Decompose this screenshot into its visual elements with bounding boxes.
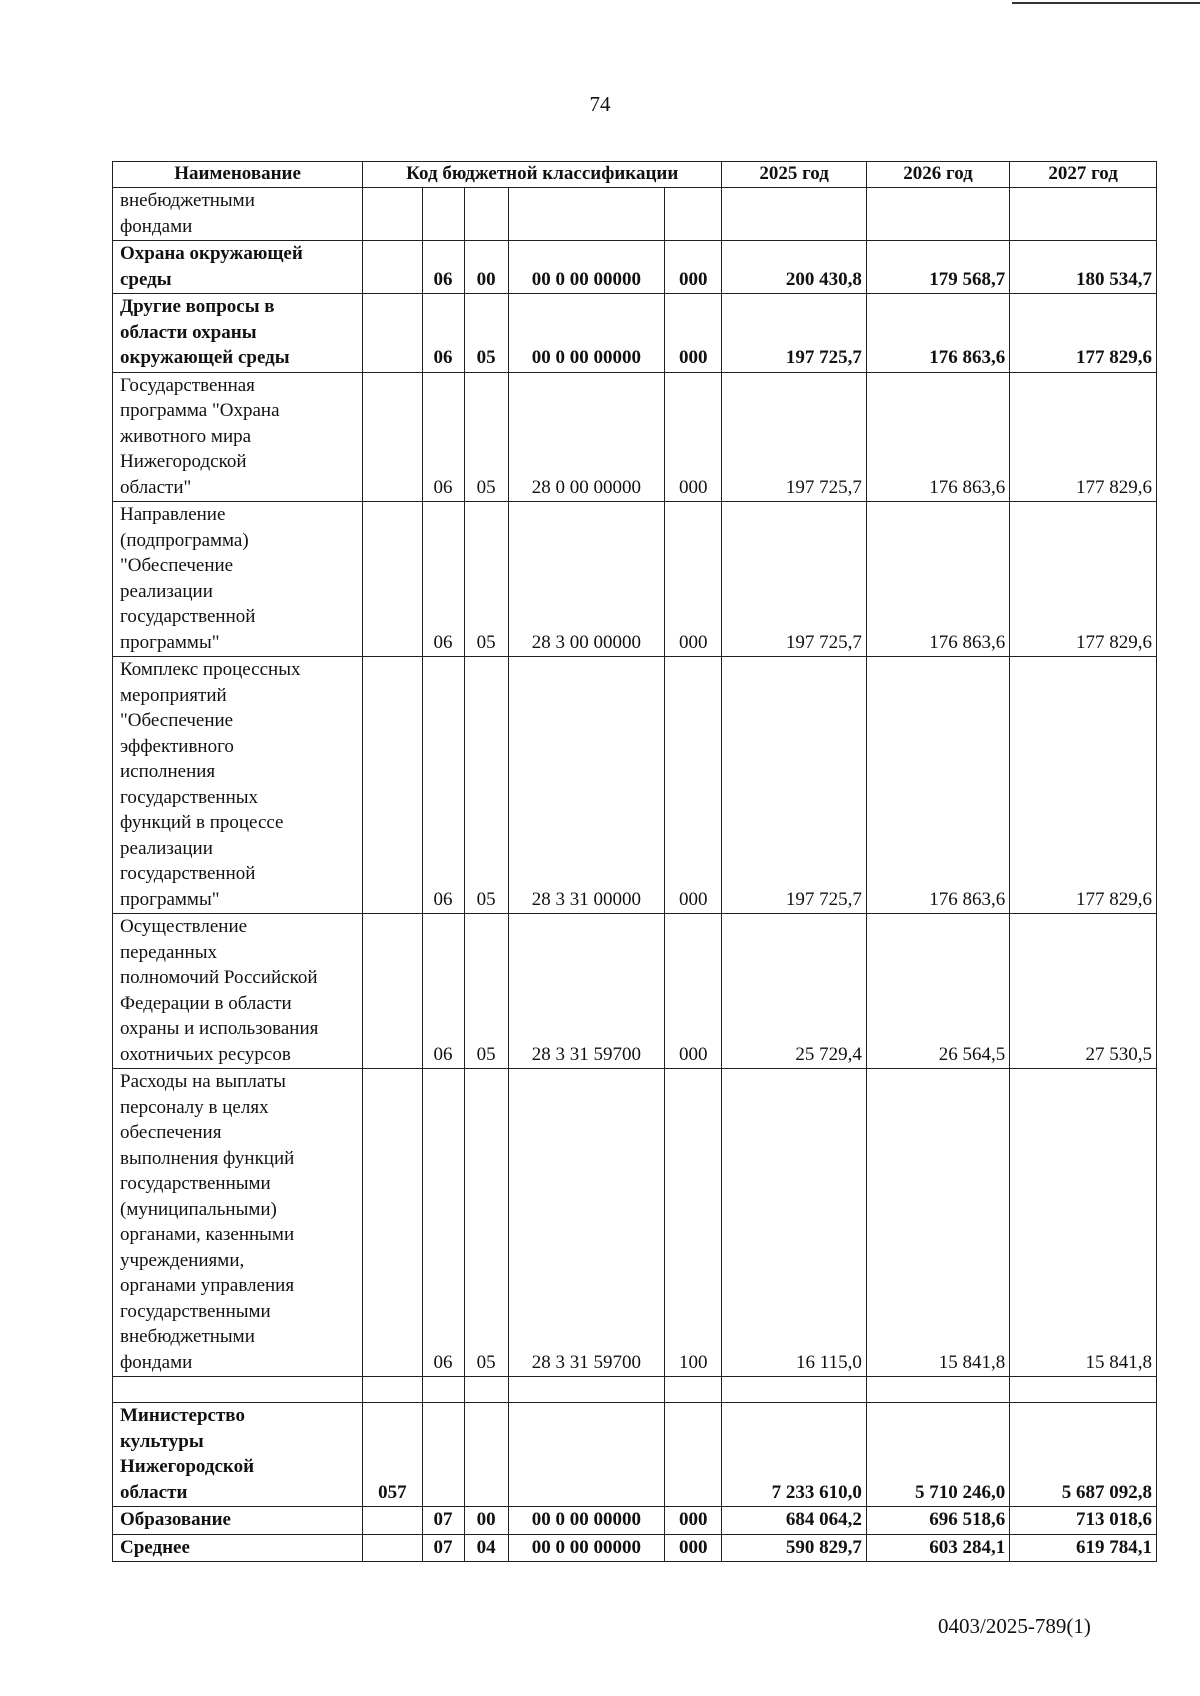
cell-expense-code: 000 [665, 502, 722, 657]
cell-name: Среднее [113, 1534, 363, 1562]
cell-subsection-code [464, 188, 508, 241]
cell-name: Охрана окружающей среды [113, 241, 363, 294]
cell-expense-code [665, 188, 722, 241]
cell-name: Осуществление переданных полномочий Российской Федерации в области охраны и использования охотничьих ресурсов [113, 914, 363, 1069]
table-row [113, 241, 1157, 294]
table-row [113, 1403, 1157, 1507]
table-row [113, 188, 1157, 241]
cell-2025: 200 430,8 [722, 241, 867, 294]
cell-2026: 176 863,6 [866, 502, 1009, 657]
cell-ministry-code [363, 1534, 422, 1562]
cell-subsection-code: 00 [464, 1507, 508, 1535]
header-code: Код бюджетной классификации [363, 162, 722, 188]
cell-2027 [1010, 188, 1157, 241]
cell-subsection-code: 05 [464, 294, 508, 373]
table-row [113, 914, 1157, 1069]
cell-target-code: 28 3 31 00000 [508, 657, 664, 914]
page-number: 74 [589, 92, 611, 116]
cell-2025: 197 725,7 [722, 372, 867, 502]
cell-2025: 7 233 610,0 [722, 1403, 867, 1507]
header-2027: 2027 год [1010, 162, 1157, 188]
cell-expense-code: 100 [665, 1069, 722, 1377]
cell-2026: 603 284,1 [866, 1534, 1009, 1562]
cell-subsection-code: 05 [464, 914, 508, 1069]
table-header-row [113, 162, 1157, 188]
cell-2027: 619 784,1 [1010, 1534, 1157, 1562]
cell-section-code: 06 [422, 372, 464, 502]
cell-subsection-code: 04 [464, 1534, 508, 1562]
cell-target-code [508, 188, 664, 241]
cell-ministry-code [363, 372, 422, 502]
cell-2026: 26 564,5 [866, 914, 1009, 1069]
cell-expense-code: 000 [665, 372, 722, 502]
cell-2026: 176 863,6 [866, 657, 1009, 914]
cell-section-code: 07 [422, 1534, 464, 1562]
cell-2027 [1010, 1377, 1157, 1403]
cell-ministry-code [363, 914, 422, 1069]
cell-name: Министерство культуры Нижегородской области [113, 1403, 363, 1507]
cell-ministry-code [363, 1507, 422, 1535]
cell-section-code: 06 [422, 241, 464, 294]
table-row [113, 294, 1157, 373]
cell-ministry-code [363, 502, 422, 657]
header-2025: 2025 год [722, 162, 867, 188]
cell-2027: 180 534,7 [1010, 241, 1157, 294]
cell-name: Государственная программа "Охрана животного мира Нижегородской области" [113, 372, 363, 502]
table-body [113, 188, 1157, 1562]
cell-target-code [508, 1377, 664, 1403]
table-row [113, 372, 1157, 502]
cell-2027: 5 687 092,8 [1010, 1403, 1157, 1507]
cell-subsection-code: 05 [464, 502, 508, 657]
top-right-rule [1012, 2, 1200, 4]
cell-subsection-code: 00 [464, 241, 508, 294]
cell-ministry-code [363, 188, 422, 241]
cell-2027: 15 841,8 [1010, 1069, 1157, 1377]
cell-section-code [422, 188, 464, 241]
cell-2025: 16 115,0 [722, 1069, 867, 1377]
cell-target-code: 28 3 00 00000 [508, 502, 664, 657]
cell-2026 [866, 188, 1009, 241]
cell-subsection-code: 05 [464, 657, 508, 914]
table-row [113, 1069, 1157, 1377]
cell-2025: 590 829,7 [722, 1534, 867, 1562]
cell-2025: 684 064,2 [722, 1507, 867, 1535]
cell-target-code: 00 0 00 00000 [508, 241, 664, 294]
cell-2025: 197 725,7 [722, 657, 867, 914]
cell-2026 [866, 1377, 1009, 1403]
cell-name [113, 1377, 363, 1403]
cell-2025: 25 729,4 [722, 914, 867, 1069]
cell-name: Другие вопросы в области охраны окружающей среды [113, 294, 363, 373]
cell-subsection-code [464, 1377, 508, 1403]
cell-2026: 5 710 246,0 [866, 1403, 1009, 1507]
cell-expense-code [665, 1377, 722, 1403]
table-row [113, 1377, 1157, 1403]
cell-expense-code: 000 [665, 657, 722, 914]
cell-2025 [722, 1377, 867, 1403]
cell-2025 [722, 188, 867, 241]
cell-ministry-code [363, 294, 422, 373]
cell-section-code: 06 [422, 1069, 464, 1377]
cell-name: Направление (подпрограмма) "Обеспечение реализации государственной программы" [113, 502, 363, 657]
cell-section-code: 06 [422, 294, 464, 373]
cell-expense-code [665, 1403, 722, 1507]
cell-target-code [508, 1403, 664, 1507]
cell-2027: 177 829,6 [1010, 502, 1157, 657]
cell-2026: 179 568,7 [866, 241, 1009, 294]
budget-table [112, 161, 1157, 1562]
table-row [113, 1534, 1157, 1562]
cell-target-code: 28 3 31 59700 [508, 914, 664, 1069]
cell-2027: 177 829,6 [1010, 372, 1157, 502]
cell-expense-code: 000 [665, 241, 722, 294]
cell-subsection-code: 05 [464, 372, 508, 502]
cell-2026: 176 863,6 [866, 294, 1009, 373]
cell-target-code: 00 0 00 00000 [508, 294, 664, 373]
cell-2027: 713 018,6 [1010, 1507, 1157, 1535]
table-row [113, 1507, 1157, 1535]
cell-ministry-code: 057 [363, 1403, 422, 1507]
cell-2026: 15 841,8 [866, 1069, 1009, 1377]
header-2026: 2026 год [866, 162, 1009, 188]
cell-name: Расходы на выплаты персоналу в целях обеспечения выполнения функций государственными (муниципальными) органами, казенными учреждениями, органами управления государственными внебюджетными фондами [113, 1069, 363, 1377]
cell-ministry-code [363, 1069, 422, 1377]
cell-target-code: 00 0 00 00000 [508, 1534, 664, 1562]
cell-2027: 177 829,6 [1010, 657, 1157, 914]
cell-section-code: 06 [422, 914, 464, 1069]
cell-ministry-code [363, 657, 422, 914]
cell-target-code: 28 0 00 00000 [508, 372, 664, 502]
cell-section-code [422, 1377, 464, 1403]
cell-section-code [422, 1403, 464, 1507]
cell-ministry-code [363, 241, 422, 294]
cell-expense-code: 000 [665, 1507, 722, 1535]
table-row [113, 502, 1157, 657]
cell-expense-code: 000 [665, 294, 722, 373]
cell-subsection-code: 05 [464, 1069, 508, 1377]
cell-expense-code: 000 [665, 914, 722, 1069]
cell-target-code: 28 3 31 59700 [508, 1069, 664, 1377]
table-row [113, 657, 1157, 914]
document-code: 0403/2025-789(1) [938, 1614, 1091, 1638]
cell-section-code: 06 [422, 502, 464, 657]
cell-2025: 197 725,7 [722, 502, 867, 657]
cell-name: Образование [113, 1507, 363, 1535]
header-name: Наименование [113, 162, 363, 188]
cell-section-code: 07 [422, 1507, 464, 1535]
cell-target-code: 00 0 00 00000 [508, 1507, 664, 1535]
cell-name: внебюджетными фондами [113, 188, 363, 241]
cell-2027: 177 829,6 [1010, 294, 1157, 373]
cell-2026: 176 863,6 [866, 372, 1009, 502]
cell-expense-code: 000 [665, 1534, 722, 1562]
cell-ministry-code [363, 1377, 422, 1403]
cell-2027: 27 530,5 [1010, 914, 1157, 1069]
cell-section-code: 06 [422, 657, 464, 914]
cell-name: Комплекс процессных мероприятий "Обеспечение эффективного исполнения государственных функций в процессе реализации государственной программы" [113, 657, 363, 914]
cell-2025: 197 725,7 [722, 294, 867, 373]
cell-subsection-code [464, 1403, 508, 1507]
cell-2026: 696 518,6 [866, 1507, 1009, 1535]
